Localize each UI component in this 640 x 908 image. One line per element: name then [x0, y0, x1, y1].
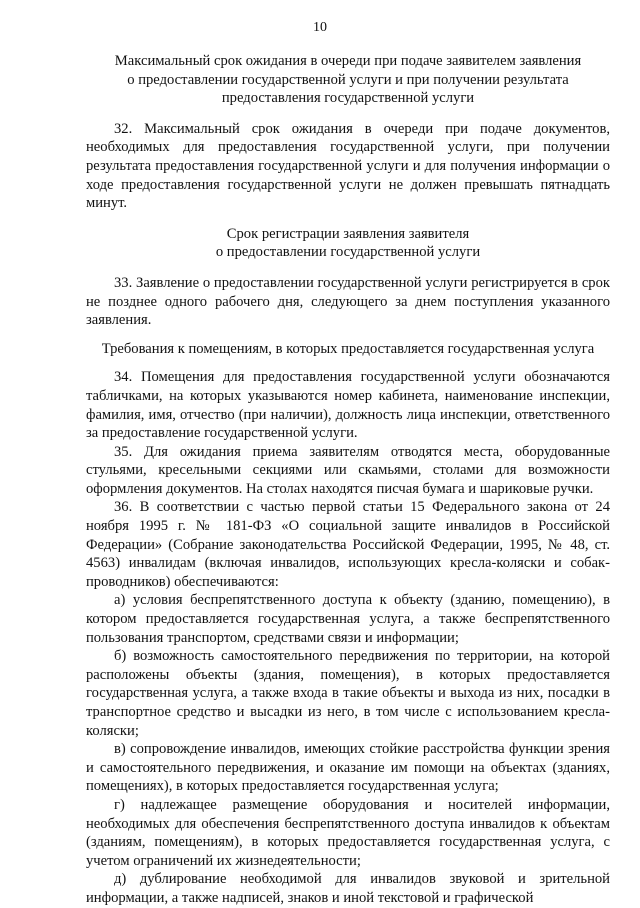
heading-line: Требования к помещениям, в которых предоставляется государственная услуга: [101, 340, 595, 357]
heading-line: Максимальный срок ожидания в очереди при подаче заявителем заявления: [114, 53, 582, 69]
paragraph-36-d: д) дублирование необходимой для инвалидов звуковой и зрительной информации, а также надписей, знаков и иной текстовой и графической: [86, 871, 610, 906]
section-heading-registration: [86, 225, 610, 262]
heading-line: о предоставлении государственной услуги: [215, 244, 481, 261]
paragraph-32: 32. Максимальный срок ожидания в очереди при подаче документов, необходимых для предоставления государственной услуги, при получении результата предоставления государственной услуги и для получения информации о ходе предоставления государственной услуги не должен превышать пятнадцать минут.: [86, 120, 610, 212]
paragraph-36-g: г) надлежащее размещение оборудования и носителей информации, необходимых для обеспечения беспрепятственного доступа инвалидов к объектам (зданиям, помещениям), в которых предоставляется государственная услуга, с учетом ограничений их жизнедеятельности;: [86, 796, 610, 869]
paragraph-33: 33. Заявление о предоставлении государственной услуги регистрируется в срок не позднее одного рабочего дня, следующего за днем поступления указанного заявления.: [86, 274, 610, 329]
heading-line: о предоставлении государственной услуги и при получении результата: [127, 71, 569, 88]
section-heading-premises: [86, 340, 610, 359]
heading-line: предоставления государственной услуги: [221, 90, 475, 107]
paragraph-36-v: в) сопровождение инвалидов, имеющих стойкие расстройства функции зрения и самостоятельного передвижения, и оказание им помощи на объектах (зданиях, помещениях), в которых предоставляется государственная услуга;: [86, 741, 610, 795]
paragraph-36: 36. В соответствии с частью первой статьи 15 Федерального закона от 24 ноября 1995 г. № 181-ФЗ «О социальной защите инвалидов в Российской Федерации» (Собрание законодательства Российской Федерации, 1995, № 48, ст. 4563) инвалидам (включая инвалидов, использующих кресла-коляски и собак-проводников) обеспечиваются:: [86, 499, 610, 590]
document-body: [86, 52, 610, 908]
paragraph-34: 34. Помещения для предоставления государственной услуги обозначаются табличками, на которых указываются номер кабинета, наименование инспекции, фамилия, имя, отчество (при наличии), должность лица инспекции, ответственного за предоставление государственной услуги.: [86, 369, 610, 442]
heading-line: Срок регистрации заявления заявителя: [226, 225, 470, 242]
section-heading-max-wait: [86, 52, 610, 108]
paragraph-35: 35. Для ожидания приема заявителям отводятся места, оборудованные стульями, кресельными секциями или скамьями, столами для возможности оформления документов. На столах находятся писчая бумага и шариковые ручки.: [86, 443, 610, 497]
paragraph-36-b: б) возможность самостоятельного передвижения по территории, на которой расположены объекты (здания, помещения), в которых предоставляется государственная услуга, а также входа в такие объекты и выхода из них, посадки в транспортное средство и высадки из него, в том числе с использованием кресла-коляски;: [86, 648, 610, 739]
page-number: 10: [313, 20, 327, 35]
paragraph-36-a: а) условия беспрепятственного доступа к объекту (зданию, помещению), в котором предоставляется государственная услуга, а также беспрепятственного пользования транспортом, средствами связи и информации;: [86, 592, 610, 646]
